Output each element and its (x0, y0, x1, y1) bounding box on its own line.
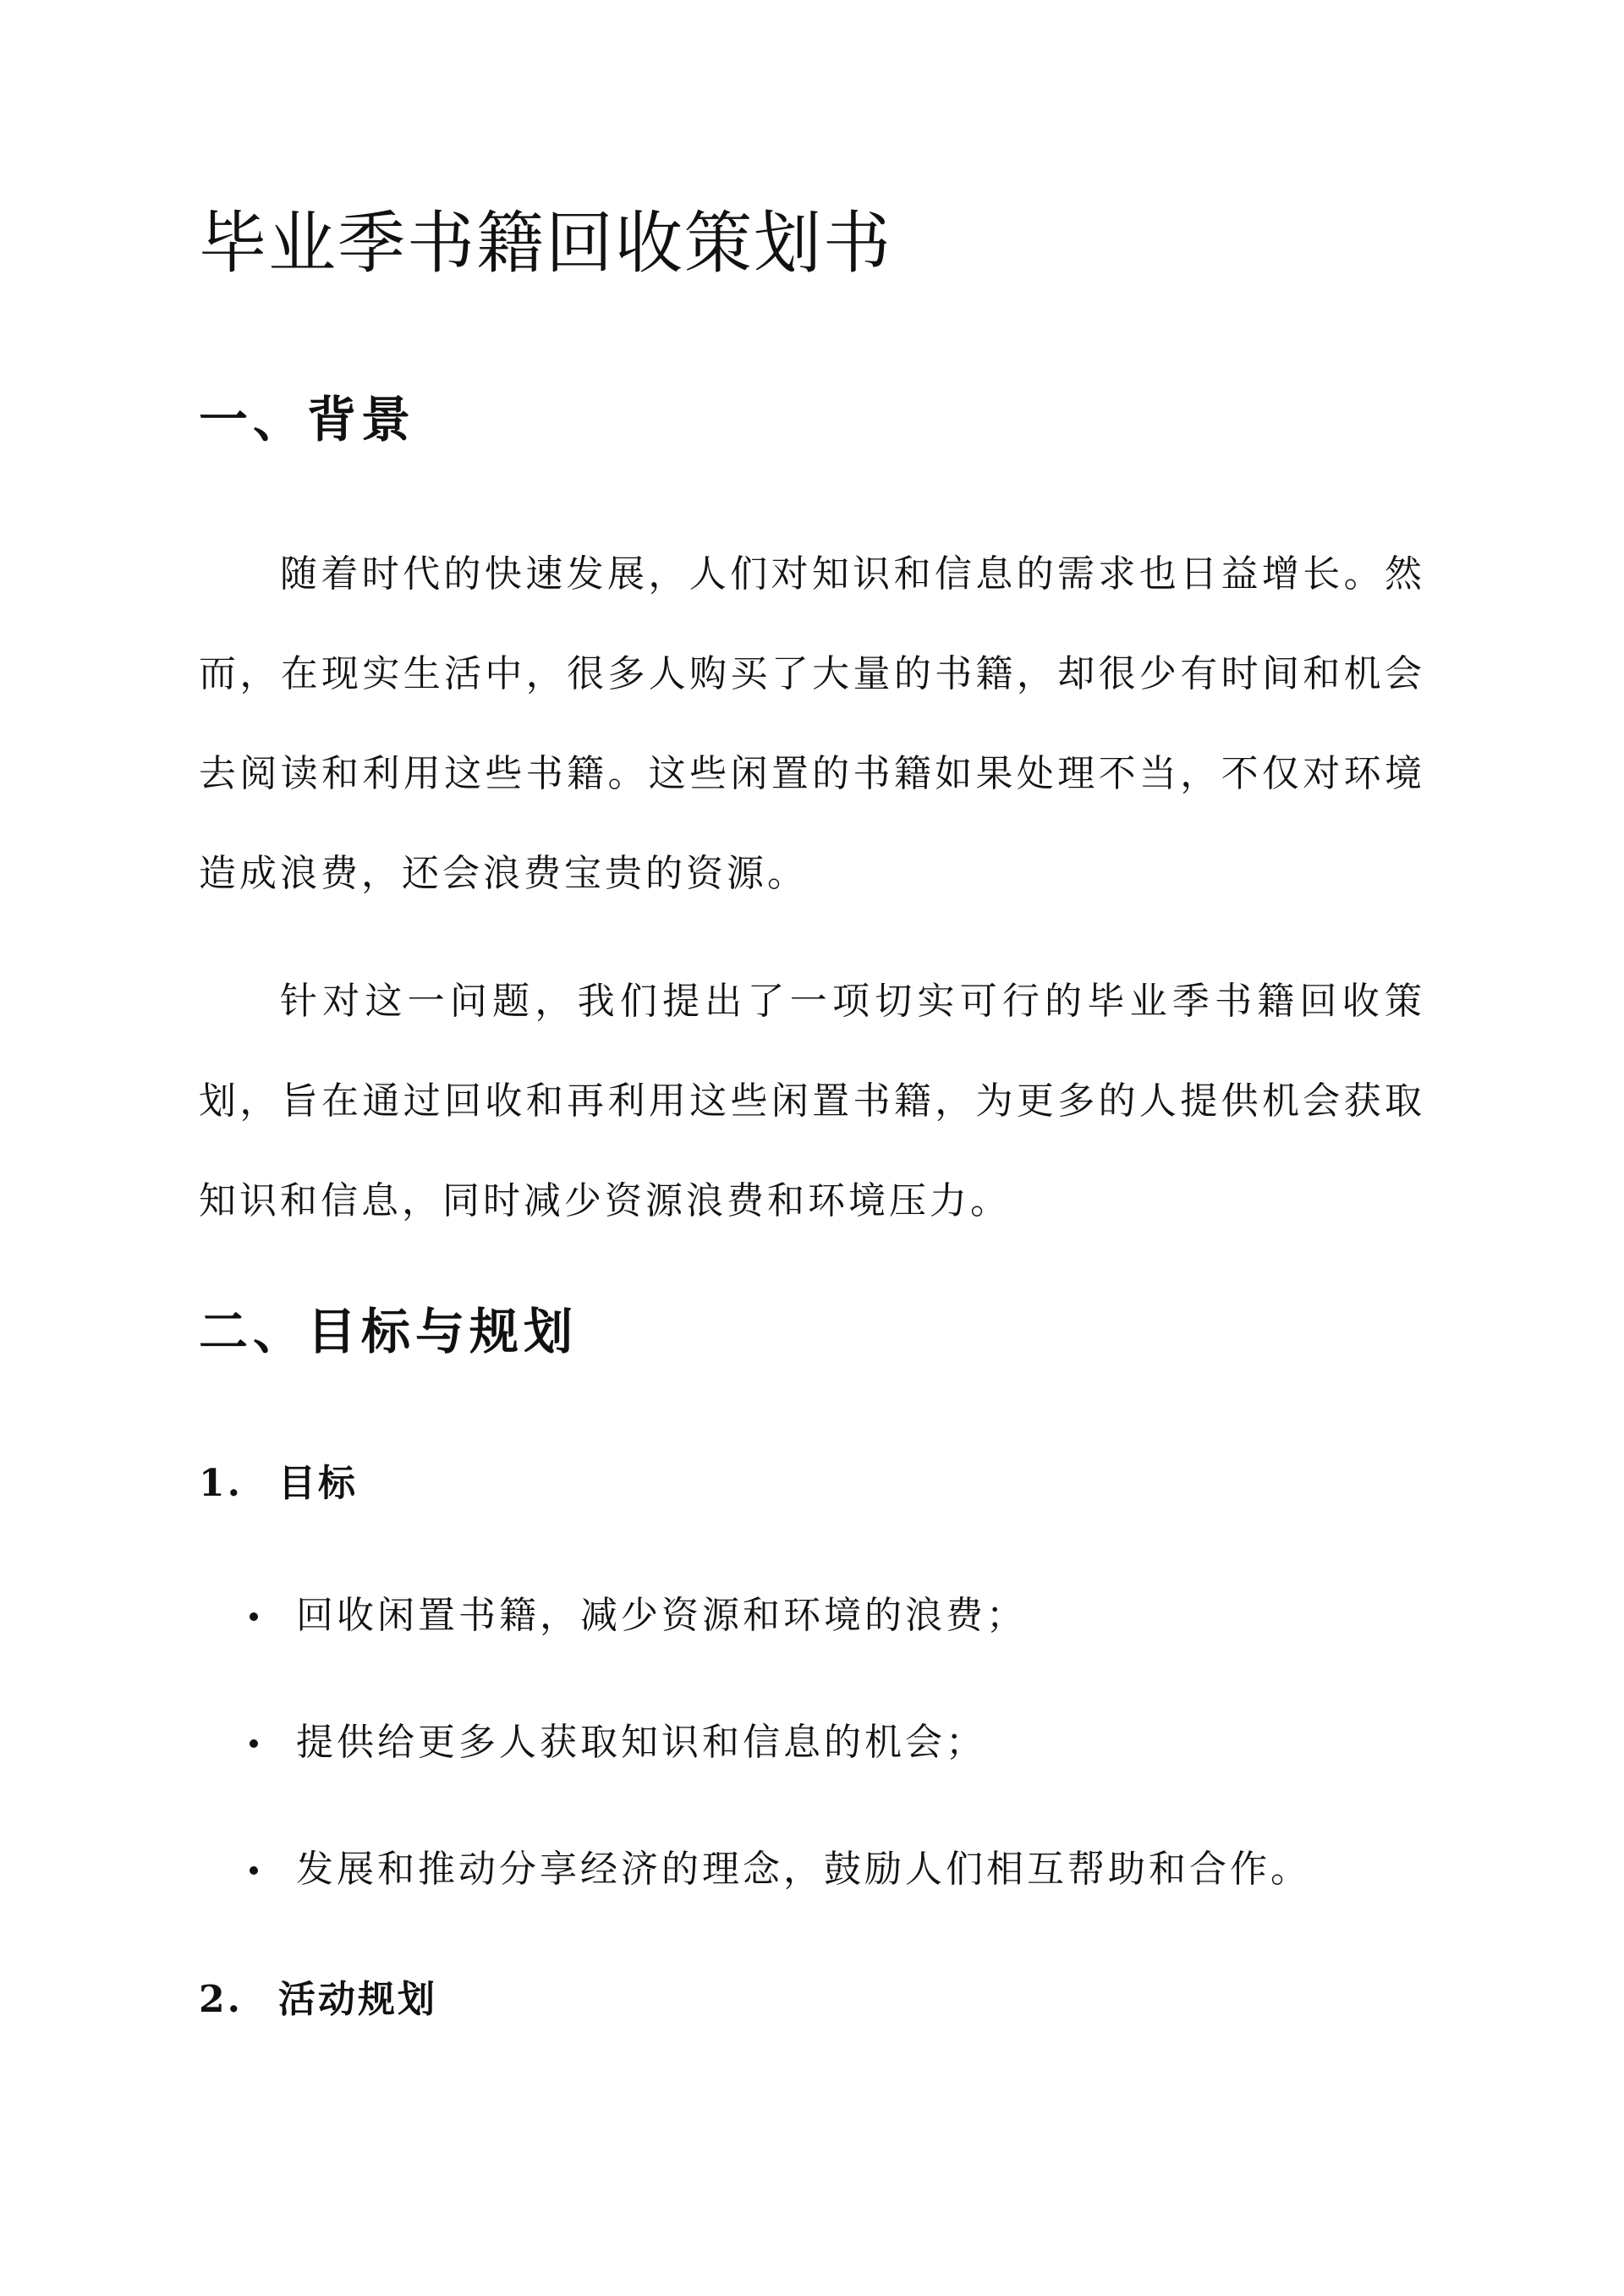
bullet-icon (250, 1866, 258, 1875)
list-item-text: 回收闲置书籍，减少资源和环境的浪费； (296, 1594, 1027, 1637)
subsection-heading-goals (199, 1462, 358, 1507)
background-paragraph-1: 随着时代的快速发展，人们对知识和信息的需求也日益增长。然而，在现实生活中，很多人购买了大量的书籍，却很少有时间和机会去阅读和利用这些书籍。这些闲置的书籍如果处理不当，不仅对环境造成浪费，还会浪费宝贵的资源。 (199, 552, 1425, 895)
list-item (199, 1700, 1425, 1827)
section-heading-goals-planning: 二、目标与规划 (199, 1303, 579, 1360)
subsection-title: 目标 (278, 1462, 358, 1505)
background-paragraph-2: 针对这一问题，我们提出了一项切实可行的毕业季书籍回收策划，旨在通过回收和再利用这些闲置书籍，为更多的人提供机会获取知识和信息，同时减少资源浪费和环境压力。 (199, 980, 1425, 1222)
list-item (199, 1574, 1425, 1700)
subsection-heading-activity-planning (199, 1978, 437, 2023)
bullet-icon (250, 1612, 258, 1621)
goals-bullet-list (199, 1574, 1425, 1954)
section-heading-background: 一、背景 (199, 391, 416, 448)
subsection-number: 2. (199, 1978, 243, 2021)
list-item-text: 发展和推动分享经济的理念，鼓励人们相互帮助和合作。 (296, 1848, 1311, 1891)
list-item (199, 1827, 1425, 1954)
list-item-text: 提供给更多人获取知识和信息的机会； (296, 1721, 986, 1764)
document-title: 毕业季书籍回收策划书 (199, 204, 892, 283)
subsection-number: 1. (199, 1462, 243, 1505)
bullet-icon (250, 1739, 258, 1748)
subsection-title: 活动规划 (278, 1978, 437, 2021)
